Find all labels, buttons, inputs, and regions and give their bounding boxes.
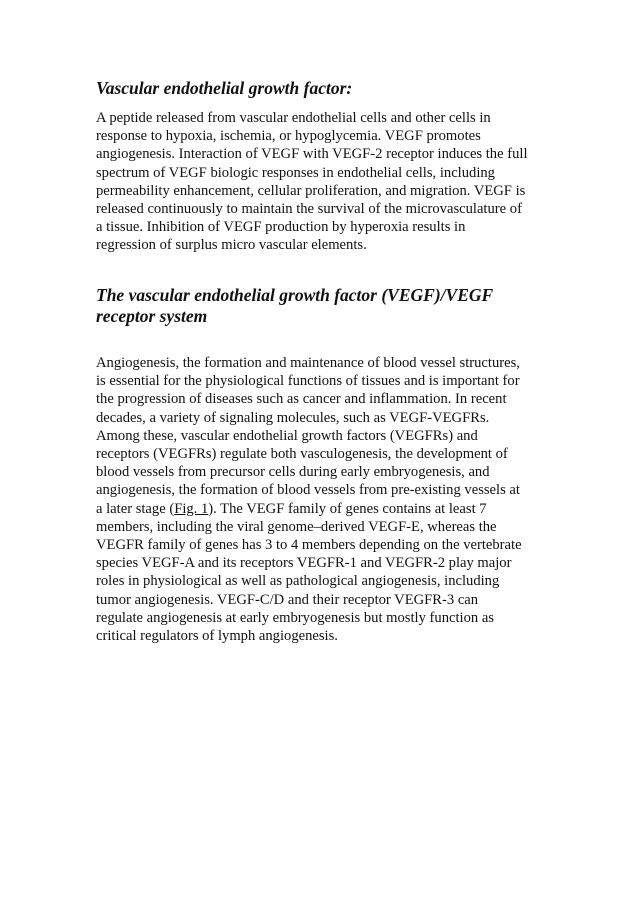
text-line: blood vessels from precursor cells during early embryogenesis, and <box>96 464 490 481</box>
text-line: spectrum of VEGF biologic responses in endothelial cells, including <box>96 164 495 181</box>
text-line: regression of surplus micro vascular elements. <box>96 237 367 254</box>
section2-heading-line2: receptor system <box>96 306 208 326</box>
section2-heading <box>96 285 493 327</box>
text-line: species VEGF-A and its receptors VEGFR-1 and VEGFR-2 play major <box>96 555 512 572</box>
text-line: angiogenesis. Interaction of VEGF with VEGF-2 receptor induces the full <box>96 146 528 163</box>
text-line: tumor angiogenesis. VEGF-C/D and their receptor VEGFR-3 can <box>96 591 479 608</box>
section1-heading: Vascular endothelial growth factor: <box>96 78 353 98</box>
section2-paragraph <box>96 354 522 645</box>
text-line: permeability enhancement, cellular proliferation, and migration. VEGF is <box>96 182 526 199</box>
text-line: Among these, vascular endothelial growth factors (VEGFRs) and <box>96 427 478 444</box>
text-line: VEGFR family of genes has 3 to 4 members depending on the vertebrate <box>96 537 522 554</box>
section2-heading-line1: The vascular endothelial growth factor (VEGF)/VEGF <box>96 285 494 305</box>
text-line: the progression of diseases such as cancer and inflammation. In recent <box>96 391 507 408</box>
text-line: members, including the viral genome–derived VEGF-E, whereas the <box>96 518 497 535</box>
text-line: response to hypoxia, ischemia, or hypoglycemia. VEGF promotes <box>96 128 481 145</box>
figure-1-link[interactable]: Fig. 1 <box>174 500 209 517</box>
text-line: A peptide released from vascular endothelial cells and other cells in <box>96 110 491 126</box>
text-line: critical regulators of lymph angiogenesis. <box>96 628 338 645</box>
text-line: regulate angiogenesis at early embryogenesis but mostly function as <box>96 609 494 626</box>
text-line: released continuously to maintain the survival of the microvasculature of <box>96 201 522 218</box>
section1-paragraph <box>96 109 528 255</box>
text-line: is essential for the physiological functions of tissues and is important for <box>96 373 520 390</box>
text-line: roles in physiological as well as pathological angiogenesis, including <box>96 573 500 590</box>
text-line-with-link <box>96 500 522 518</box>
text-line: decades, a variety of signaling molecules, such as VEGF-VEGFRs. <box>96 409 490 426</box>
text-line: angiogenesis, the formation of blood vessels from pre-existing vessels at <box>96 482 520 499</box>
text-line: receptors (VEGFRs) regulate both vasculogenesis, the development of <box>96 446 508 463</box>
text-line: Angiogenesis, the formation and maintenance of blood vessel structures, <box>96 355 520 371</box>
text-line: a tissue. Inhibition of VEGF production by hyperoxia results in <box>96 219 466 236</box>
link-prefix: a later stage ( <box>96 500 175 517</box>
link-suffix: ). The VEGF family of genes contains at least 7 <box>208 500 487 517</box>
